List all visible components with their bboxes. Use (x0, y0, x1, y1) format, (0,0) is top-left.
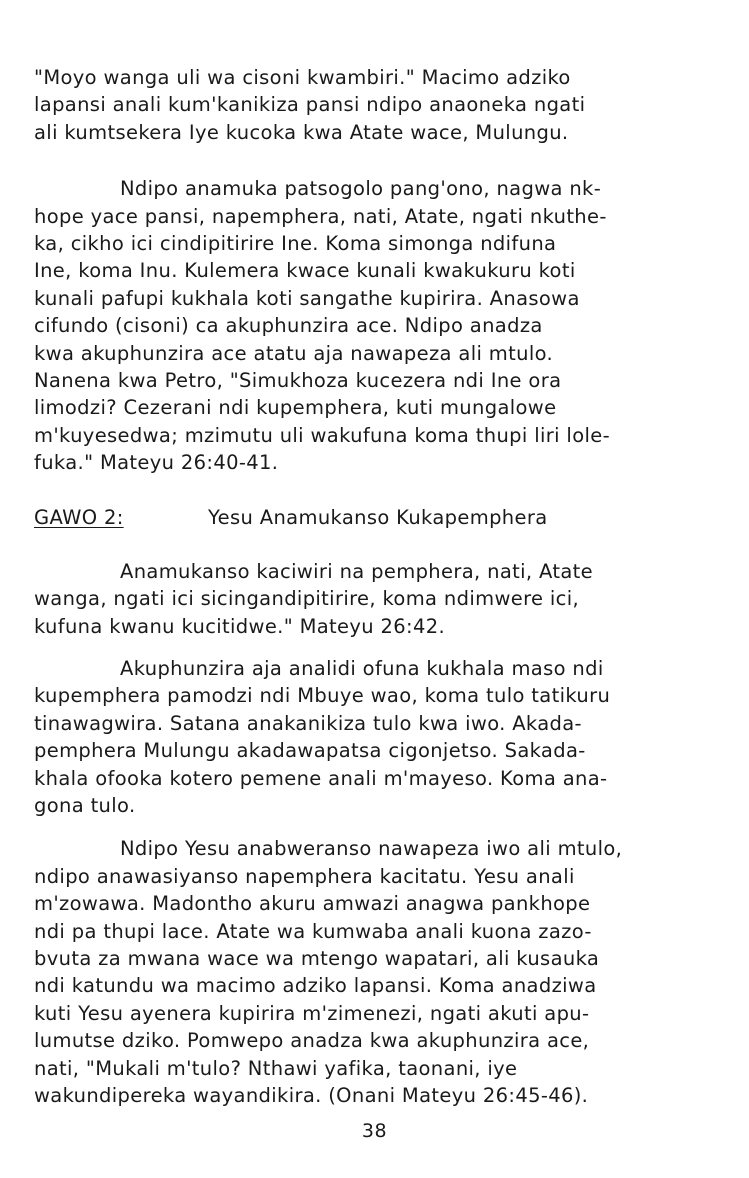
paragraph-3 (34, 558, 674, 640)
text-line: tinawagwira. Satana anakanikiza tulo kwa iwo. Akada- (34, 711, 582, 735)
text-line: bvuta za mwana wace wa mtengo wapatari, ali kusauka (34, 946, 600, 970)
section-label: GAWO 2: (34, 505, 124, 529)
text-line: pemphera Mulungu akadawapatsa cigonjetso. Sakada- (34, 739, 586, 763)
text-line: fuka." Mateyu 26:40-41. (34, 451, 279, 475)
text-line: kupemphera pamodzi ndi Mbuye wao, koma tulo tatikuru (34, 684, 611, 708)
text-line: ndipo anawasiyanso napemphera kacitatu. Yesu anali (34, 864, 575, 888)
text-line: ali kumtsekera Iye kucoka kwa Atate wace, Mulungu. (34, 120, 569, 144)
text-line: ka, cikho ici cindipitirire Ine. Koma simonga ndifuna (34, 232, 557, 256)
text-line: wanga, ngati ici sicingandipitirire, koma ndimwere ici, (34, 587, 580, 611)
text-line: hope yace pansi, napemphera, nati, Atate, ngati nkuthe- (34, 204, 607, 228)
text-line: limodzi? Cezerani ndi kupemphera, kuti mungalowe (34, 396, 557, 420)
text-line: lumutse dziko. Pomwepo anadza kwa akuphunzira ace, (34, 1029, 590, 1053)
text-line: m'zowawa. Madontho akuru amwazi anagwa pankhope (34, 892, 591, 916)
page-body (34, 64, 674, 1109)
paragraph-5 (34, 835, 674, 1109)
text-line: m'kuyesedwa; mzimutu uli wakufuna koma thupi liri lole- (34, 423, 610, 447)
text-line: Ndipo anamuka patsogolo pang'ono, nagwa nk- (120, 177, 602, 201)
text-line: Anamukanso kaciwiri na pemphera, nati, Atate (120, 559, 593, 583)
text-line: nati, "Mukali m'tulo? Nthawi yafika, taonani, iye (34, 1056, 518, 1080)
text-line: ndi katundu wa macimo adziko lapansi. Koma anadziwa (34, 974, 597, 998)
text-line: kufuna kwanu kucitidwe." Mateyu 26:42. (34, 614, 446, 638)
text-line: gona tulo. (34, 793, 136, 817)
text-line: Nanena kwa Petro, "Simukhoza kucezera ndi Ine ora (34, 369, 562, 393)
paragraph-4 (34, 655, 674, 819)
text-line: kuti Yesu ayenera kupirira m'zimenezi, ngati akuti apu- (34, 1001, 590, 1025)
text-line: cifundo (cisoni) ca akuphunzira ace. Ndipo anadza (34, 314, 543, 338)
text-line: wakundipereka wayandikira. (Onani Mateyu 26:45-46). (34, 1084, 589, 1107)
text-line: Ine, koma Inu. Kulemera kwace kunali kwakukuru koti (34, 259, 576, 283)
text-line: Ndipo Yesu anabweranso nawapeza iwo ali mtulo, (120, 837, 623, 861)
text-line: "Moyo wanga uli wa cisoni kwambiri." Macimo adziko (34, 66, 571, 89)
paragraph-2 (34, 175, 674, 476)
section-heading (34, 504, 674, 531)
text-line: lapansi anali kum'kanikiza pansi ndipo anaoneka ngati (34, 93, 586, 117)
text-line: kwa akuphunzira ace atatu aja nawapeza ali mtulo. (34, 341, 554, 365)
text-line: khala ofooka kotero pemene anali m'mayeso. Koma ana- (34, 766, 608, 790)
section-title: Yesu Anamukanso Kukapemphera (208, 505, 548, 529)
text-line: Akuphunzira aja analidi ofuna kukhala maso ndi (120, 656, 604, 680)
text-line: kunali pafupi kukhala koti sangathe kupirira. Anasowa (34, 286, 580, 310)
text-line: ndi pa thupi lace. Atate wa kumwaba anali kuona zazo- (34, 919, 592, 943)
paragraph-1 (34, 64, 674, 146)
page-number: 38 (361, 1120, 388, 1142)
